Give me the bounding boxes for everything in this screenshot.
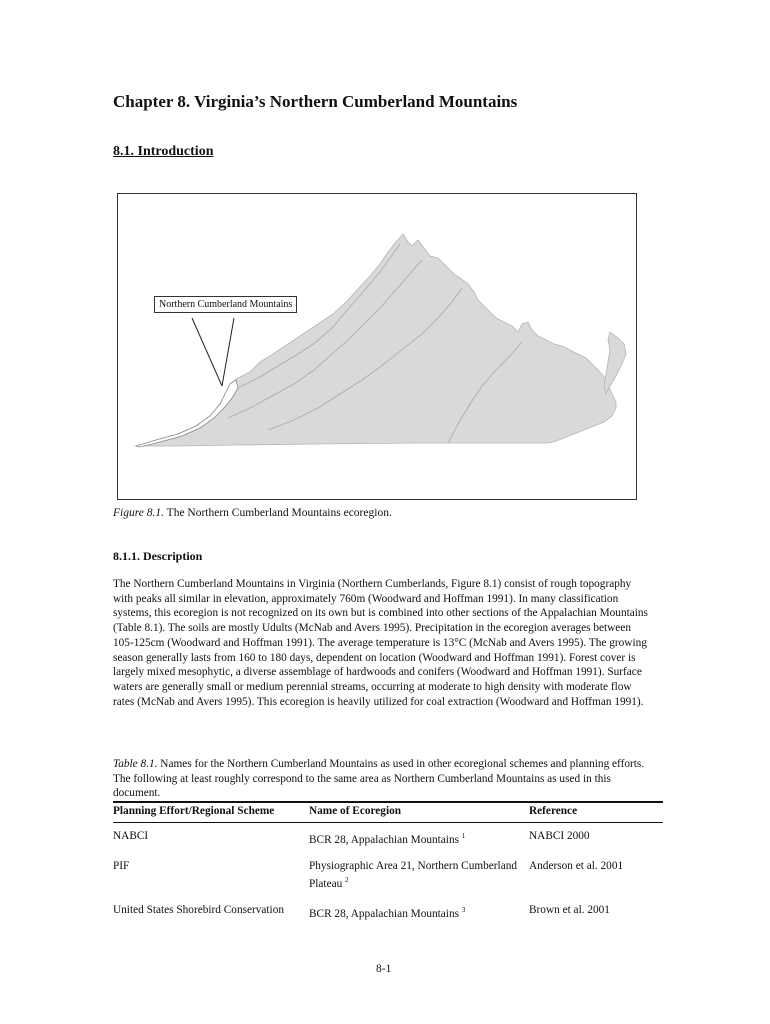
footnote-marker: 3	[461, 905, 466, 914]
cell-reference: NABCI 2000	[529, 830, 590, 842]
footnote-marker: 1	[461, 832, 466, 840]
ecoregion-names-table	[113, 804, 663, 926]
header-reference: Reference	[529, 804, 663, 823]
header-ecoregion-name: Name of Ecoregion	[309, 804, 529, 823]
figure-label: Figure 8.1.	[113, 507, 164, 519]
table-row	[113, 897, 663, 927]
cell-effort: PIF	[113, 859, 130, 872]
footnote-marker: 2	[345, 875, 349, 884]
eastern-shore-shape	[604, 332, 626, 394]
ecoregion-name-text: BCR 28, Appalachian Mountains	[309, 907, 462, 920]
section-heading: 8.1. Introduction	[113, 144, 214, 159]
cell-effort: United States Shorebird Conservation	[113, 903, 284, 916]
table-caption-text: Names for the Northern Cumberland Mountains as used in other ecoregional schemes and planning efforts. The following at least roughly correspond to the same area as Northern Cumberland Mountains as used in this document.	[113, 758, 645, 800]
table-label: Table 8.1.	[113, 758, 158, 770]
table-row	[113, 823, 663, 853]
description-paragraph: The Northern Cumberland Mountains in Virginia (Northern Cumberlands, Figure 8.1) consist of rough topography with peaks all similar in elevation, approximately 760m (Woodward and Hoffman 1991). In many classification systems, this ecoregion is not recognized on its own but is combined into other sections of the Appalachian Mountains (Table 8.1). The soils are mostly Udults (McNab and Avers 1995). Precipitation in the ecoregion averages between 105-125cm (Woodward and Hoffman 1991). The average temperature is 13°C (McNab and Avers 1995). The growing season generally lasts from 160 to 180 days, dependent on location (Woodward and Hoffman 1991). Forest cover is largely mixed mesophytic, a diverse assemblage of hardwoods and conifers (Woodward and Hoffman 1991). Surface waters are generally small or medium perennial streams, occurring at moderate to high density with moderate flow rates (McNab and Avers 1995). This ecoregion is heavily utilized for coal extraction (Woodward and Hoffman 1991).	[113, 578, 648, 708]
ecoregion-name-text: BCR 28, Appalachian Mountains	[309, 833, 462, 846]
cell-ecoregion-name	[309, 823, 529, 853]
cell-effort: NABCI	[113, 830, 149, 842]
subsection-heading: 8.1.1. Description	[113, 549, 203, 563]
cell-ecoregion-name	[309, 853, 529, 897]
ecoregion-name-text: Physiographic Area 21, Northern Cumberland Plateau	[309, 859, 518, 890]
page-number: 8-1	[376, 963, 392, 975]
figure-caption	[113, 507, 392, 519]
map-label-northern-cumberland: Northern Cumberland Mountains	[154, 296, 297, 313]
cell-reference: Brown et al. 2001	[529, 903, 610, 916]
virginia-state-shape	[136, 234, 616, 446]
figure-caption-text: The Northern Cumberland Mountains ecoregion.	[164, 507, 392, 519]
ecoregion-map-figure	[117, 193, 637, 500]
table-caption	[113, 757, 648, 801]
table-row	[113, 853, 663, 897]
cell-reference: Anderson et al. 2001	[529, 859, 624, 872]
cell-ecoregion-name	[309, 897, 529, 927]
callout-line	[192, 318, 222, 386]
callout-line	[222, 318, 234, 386]
table-top-rule	[113, 801, 663, 803]
virginia-map	[118, 194, 638, 501]
header-planning-effort: Planning Effort/Regional Scheme	[113, 804, 309, 823]
chapter-title: Chapter 8. Virginia’s Northern Cumberland Mountains	[113, 92, 518, 111]
table-header-row	[113, 804, 663, 823]
